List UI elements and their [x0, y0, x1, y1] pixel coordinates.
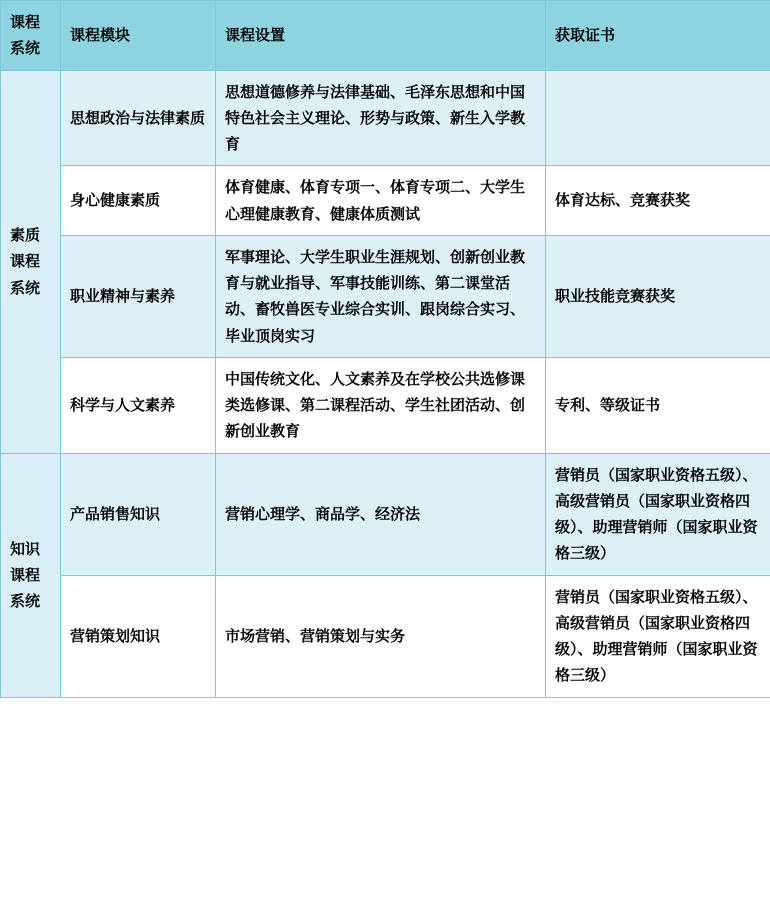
certificate-cell [546, 70, 770, 166]
group-label-quality: 素质课程系统 [1, 70, 61, 453]
group-label-knowledge: 知识课程系统 [1, 453, 61, 697]
module-cell: 身心健康素质 [61, 166, 216, 236]
header-certificate: 获取证书 [546, 1, 770, 71]
table-row [1, 166, 770, 236]
certificate-cell: 营销员（国家职业资格五级）、高级营销员（国家职业资格四级）、助理营销师（国家职业资格三级） [546, 453, 770, 575]
certificate-cell: 营销员（国家职业资格五级）、高级营销员（国家职业资格四级）、助理营销师（国家职业资格三级） [546, 575, 770, 697]
module-cell: 职业精神与素养 [61, 235, 216, 357]
module-cell: 思想政治与法律素质 [61, 70, 216, 166]
module-cell: 科学与人文素养 [61, 357, 216, 453]
table-row [1, 575, 770, 697]
certificate-cell: 专利、等级证书 [546, 357, 770, 453]
table-row [1, 235, 770, 357]
header-course-system: 课程系统 [1, 1, 61, 71]
header-course-module: 课程模块 [61, 1, 216, 71]
header-course-setting: 课程设置 [216, 1, 546, 71]
setting-cell: 军事理论、大学生职业生涯规划、创新创业教育与就业指导、军事技能训练、第二课堂活动、畜牧兽医专业综合实训、跟岗综合实习、毕业顶岗实习 [216, 235, 546, 357]
certificate-cell: 职业技能竞赛获奖 [546, 235, 770, 357]
table-row [1, 70, 770, 166]
table-row [1, 453, 770, 575]
setting-cell: 中国传统文化、人文素养及在学校公共选修课类选修课、第二课程活动、学生社团活动、创新创业教育 [216, 357, 546, 453]
module-cell: 营销策划知识 [61, 575, 216, 697]
setting-cell: 市场营销、营销策划与实务 [216, 575, 546, 697]
setting-cell: 营销心理学、商品学、经济法 [216, 453, 546, 575]
header-row [1, 1, 770, 71]
table-row [1, 357, 770, 453]
setting-cell: 体育健康、体育专项一、体育专项二、大学生心理健康教育、健康体质测试 [216, 166, 546, 236]
table-header [1, 1, 770, 71]
module-cell: 产品销售知识 [61, 453, 216, 575]
setting-cell: 思想道德修养与法律基础、毛泽东思想和中国特色社会主义理论、形势与政策、新生入学教育 [216, 70, 546, 166]
table-body [1, 70, 770, 697]
certificate-cell: 体育达标、竞赛获奖 [546, 166, 770, 236]
